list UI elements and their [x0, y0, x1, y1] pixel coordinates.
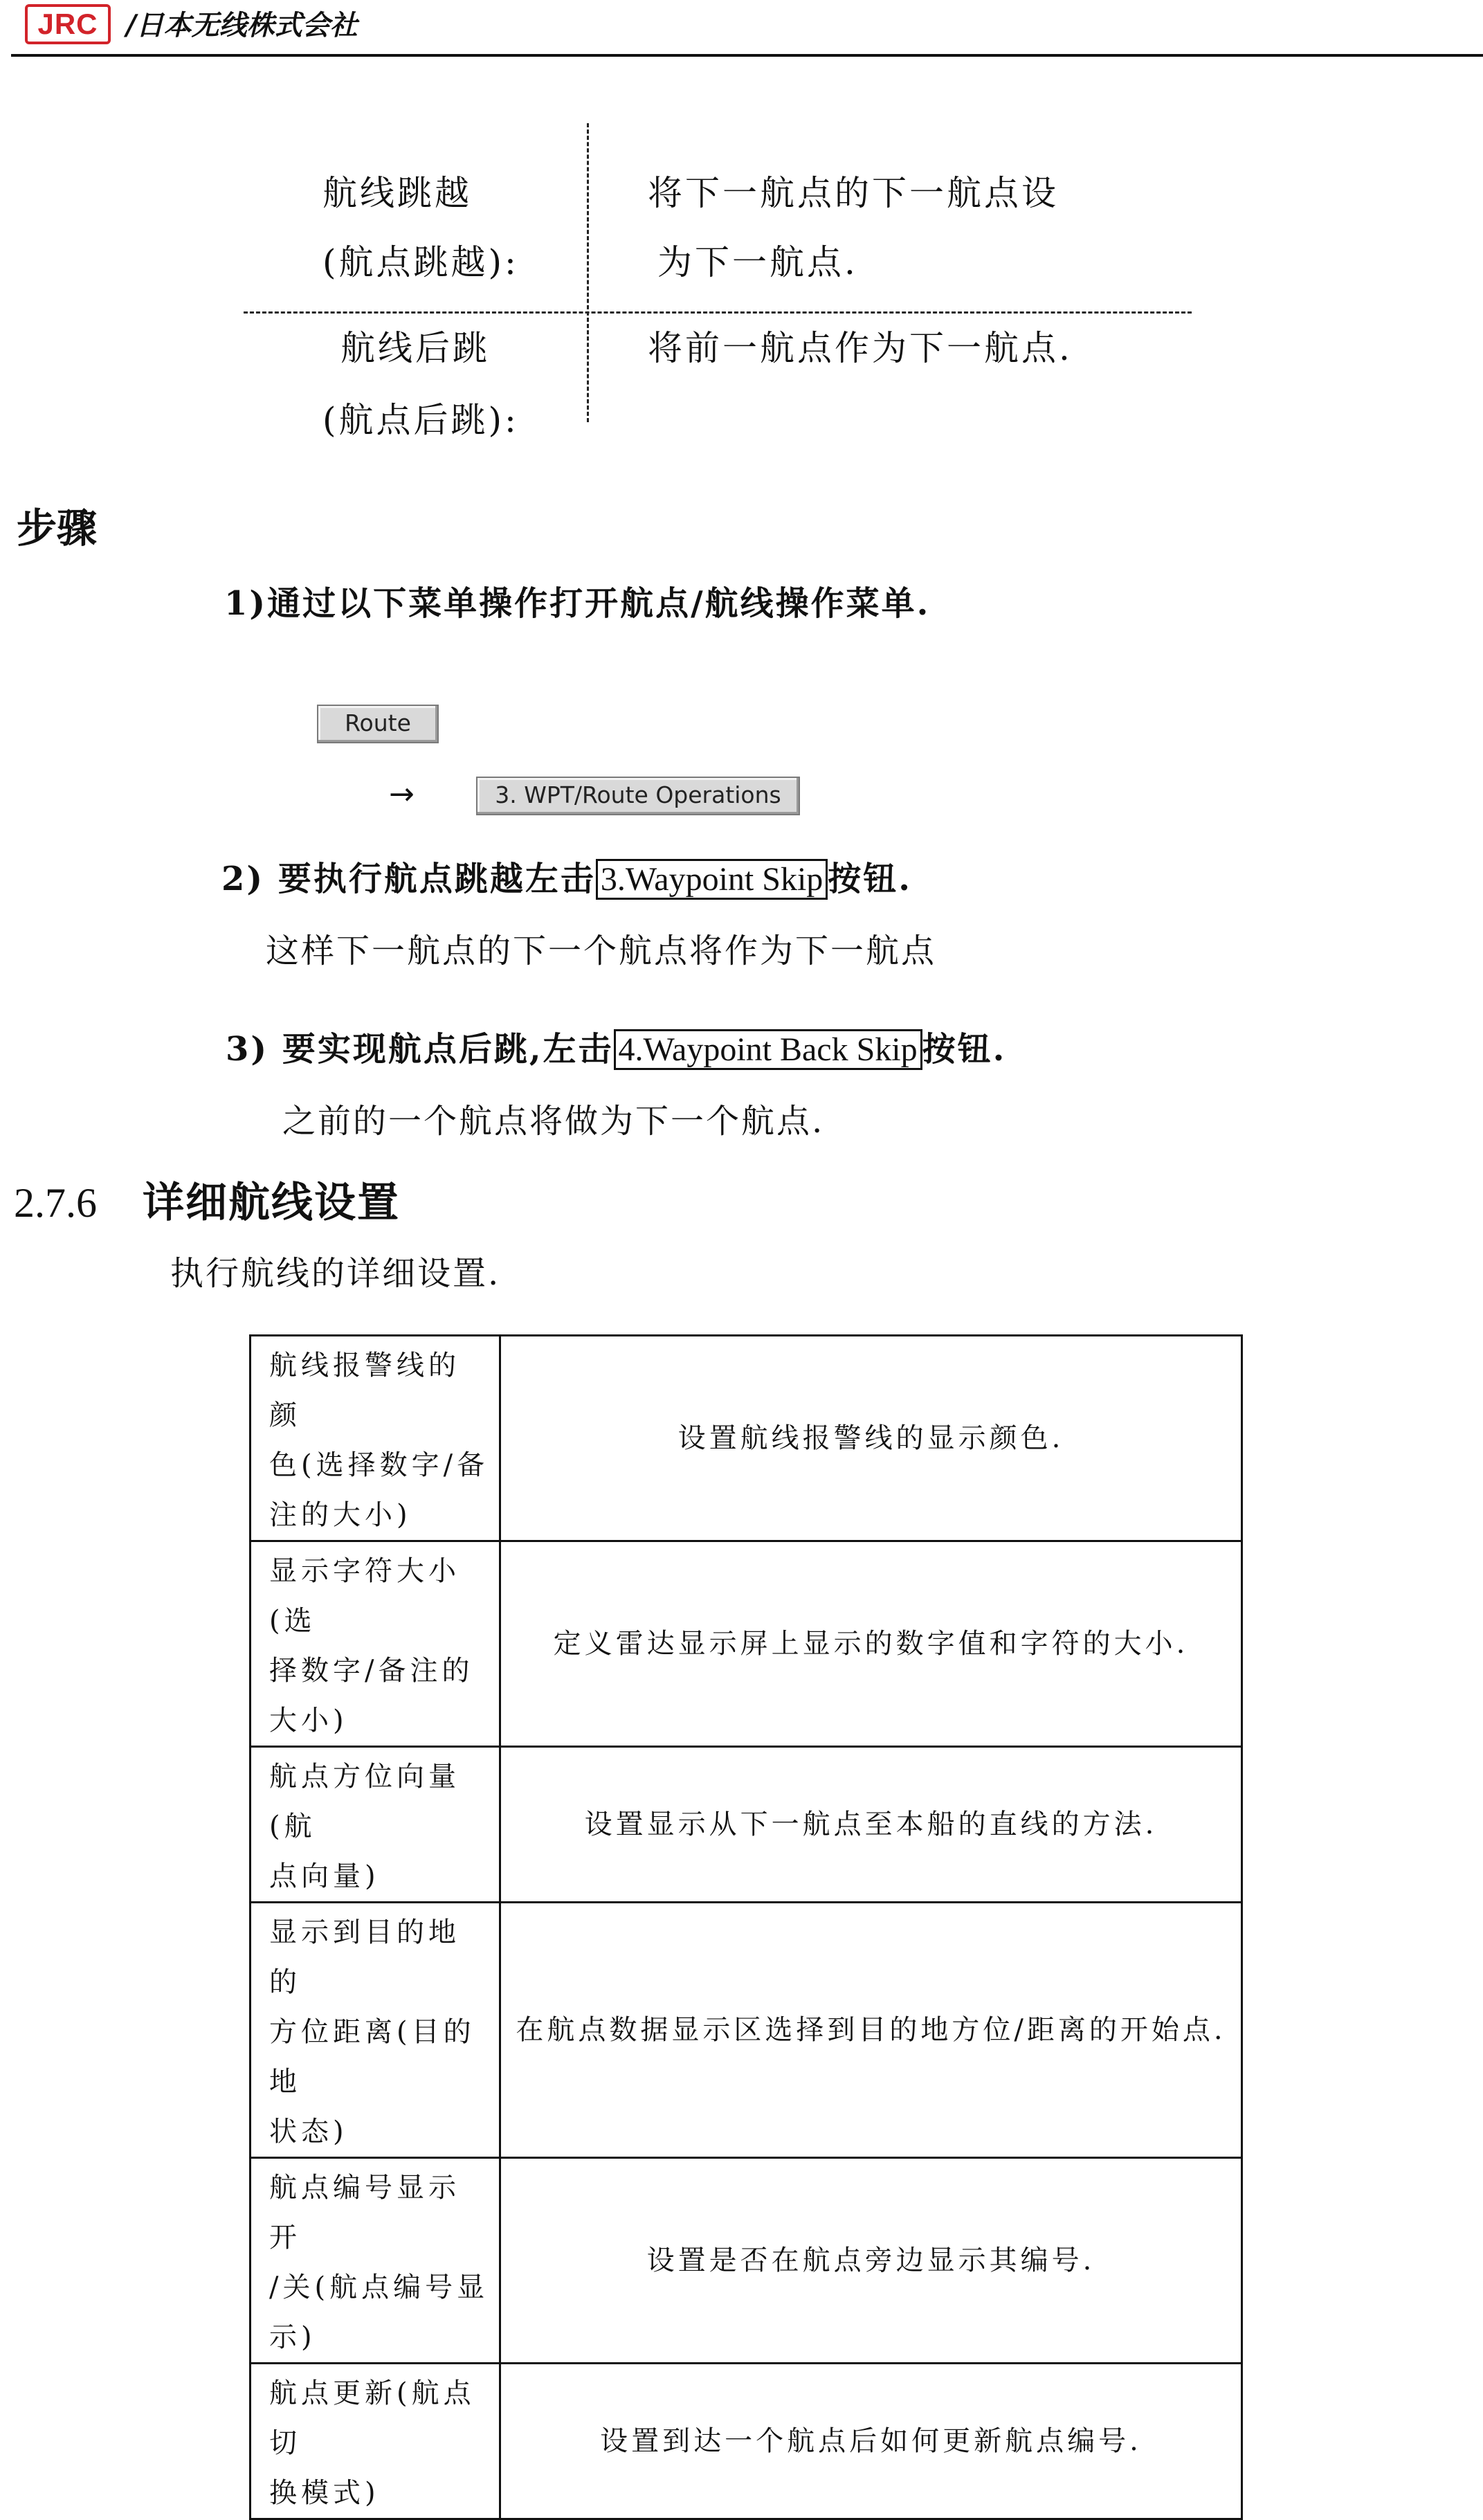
route-back-skip-label: 航线后跳	[340, 328, 490, 368]
route-skip-desc-line2: 为下一航点.	[657, 242, 858, 282]
section-title: 详细航线设置	[143, 1179, 400, 1227]
table-row	[251, 1747, 1242, 1903]
jrc-logo: JRC	[25, 4, 111, 44]
setting-name-line: 状态)	[269, 2116, 348, 2148]
setting-name-line: 注的大小)	[269, 1499, 412, 1531]
setting-description-cell: 设置是否在航点旁边显示其编号.	[500, 2158, 1242, 2364]
comparison-horizontal-divider	[244, 311, 1192, 314]
setting-name-line: 显示字符大小(选	[269, 1555, 460, 1637]
table-row	[251, 2158, 1242, 2364]
setting-name-cell	[251, 2158, 500, 2364]
step-2-note: 这样下一航点的下一个航点将作为下一航点	[266, 932, 937, 970]
setting-description-cell: 设置航线报警线的显示颜色.	[500, 1336, 1242, 1541]
waypoint-back-skip-button[interactable]: 4.Waypoint Back Skip	[614, 1029, 922, 1070]
setting-description-cell: 设置显示从下一航点至本船的直线的方法.	[500, 1747, 1242, 1903]
step-3-note: 之前的一个航点将做为下一个航点.	[282, 1102, 825, 1141]
section-number: 2.7.6	[14, 1180, 97, 1226]
section-intro: 执行航线的详细设置.	[170, 1254, 501, 1293]
setting-description-cell: 设置到达一个航点后如何更新航点编号.	[500, 2364, 1242, 2519]
setting-name-line: 航点编号显示开	[269, 2172, 460, 2254]
setting-name-cell	[251, 2364, 500, 2519]
step-2-text	[221, 858, 912, 900]
table-row	[251, 1336, 1242, 1541]
table-row	[251, 2364, 1242, 2519]
setting-name-cell	[251, 1336, 500, 1541]
comparison-vertical-divider	[587, 123, 589, 422]
route-back-skip-desc: 将前一航点作为下一航点.	[648, 328, 1073, 368]
setting-name-line: 显示到目的地的	[269, 1916, 460, 1998]
setting-name-line: 择数字/备注的	[269, 1655, 474, 1687]
route-settings-table	[249, 1334, 1243, 2520]
waypoint-skip-label: (航点跳越):	[322, 242, 519, 282]
setting-name-line: 大小)	[269, 1705, 348, 1737]
route-menu-button[interactable]: Route	[317, 705, 439, 743]
setting-name-line: 航线报警线的颜	[269, 1350, 460, 1431]
table-row	[251, 1903, 1242, 2158]
setting-name-line: 点向量)	[269, 1860, 380, 1892]
arrow-icon: →	[389, 777, 415, 812]
setting-name-cell	[251, 1541, 500, 1747]
step-3-text	[226, 1028, 1006, 1071]
step-2-prefix: 2) 要执行航点跳越左击	[221, 860, 596, 898]
setting-description-cell: 定义雷达显示屏上显示的数字值和字符的大小.	[500, 1541, 1242, 1747]
step-3-suffix: 按钮.	[922, 1030, 1007, 1069]
setting-name-line: 方位距离(目的地	[269, 2016, 475, 2098]
setting-name-cell	[251, 1747, 500, 1903]
company-name: /日本无线株式会社	[126, 9, 358, 42]
waypoint-back-skip-label: (航点后跳):	[322, 400, 519, 440]
route-skip-desc-line1: 将下一航点的下一航点设	[648, 173, 1059, 213]
setting-name-line: 航点更新(航点切	[269, 2377, 475, 2459]
setting-name-line: 色(选择数字/备	[269, 1449, 489, 1481]
setting-description-cell: 在航点数据显示区选择到目的地方位/距离的开始点.	[500, 1903, 1242, 2158]
setting-name-line: 航点方位向量(航	[269, 1761, 460, 1842]
step-1-text: 1)通过以下菜单操作打开航点/航线操作菜单.	[224, 584, 931, 623]
steps-heading: 步骤	[17, 505, 98, 552]
setting-name-line: 换模式)	[269, 2477, 380, 2509]
setting-name-cell	[251, 1903, 500, 2158]
step-3-prefix: 3) 要实现航点后跳,左击	[226, 1030, 614, 1069]
wpt-route-operations-button[interactable]: 3. WPT/Route Operations	[476, 777, 800, 815]
step-2-suffix: 按钮.	[828, 860, 913, 898]
setting-name-line: 示)	[269, 2321, 316, 2353]
table-row	[251, 1541, 1242, 1747]
setting-name-line: /关(航点编号显	[269, 2272, 489, 2303]
waypoint-skip-button[interactable]: 3.Waypoint Skip	[596, 859, 828, 900]
header-divider	[11, 54, 1483, 57]
route-skip-label: 航线跳越	[322, 173, 472, 213]
